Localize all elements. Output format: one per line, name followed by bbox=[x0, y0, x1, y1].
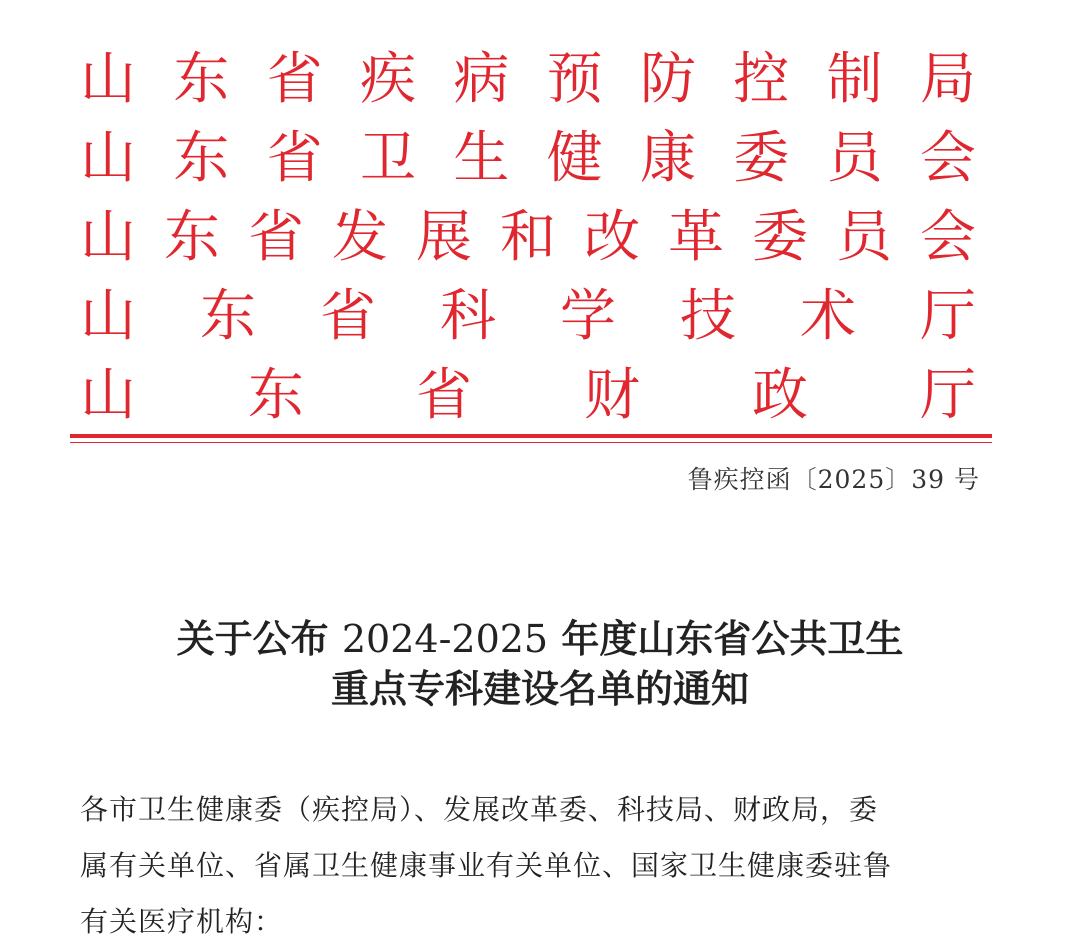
org-char: 东 bbox=[200, 284, 256, 349]
org-char: 技 bbox=[680, 284, 736, 349]
org-char: 学 bbox=[560, 284, 616, 349]
org-char: 厅 bbox=[920, 284, 976, 349]
org-line-4 bbox=[78, 277, 978, 356]
org-char: 省 bbox=[248, 205, 304, 270]
issuing-organizations bbox=[78, 40, 978, 435]
org-char: 健 bbox=[546, 126, 603, 191]
org-char: 东 bbox=[164, 205, 220, 270]
org-char: 病 bbox=[453, 47, 510, 112]
org-char: 防 bbox=[639, 47, 696, 112]
org-line-1 bbox=[78, 40, 978, 119]
document-number: 鲁疾控函〔2025〕39 号 bbox=[687, 465, 980, 494]
org-char: 预 bbox=[546, 47, 603, 112]
org-char: 东 bbox=[173, 47, 230, 112]
org-char: 委 bbox=[733, 126, 790, 191]
title-line-1-years: 2024-2025 bbox=[341, 617, 549, 661]
org-char: 科 bbox=[440, 284, 496, 349]
org-char: 改 bbox=[584, 205, 640, 270]
addressee-line-1: 各市卫生健康委（疾控局）、发展改革委、科技局、财政局，委 bbox=[80, 793, 879, 826]
org-char: 政 bbox=[752, 363, 808, 428]
org-char: 康 bbox=[639, 126, 696, 191]
org-char: 会 bbox=[920, 205, 976, 270]
title-line-2: 重点专科建设名单的通知 bbox=[330, 667, 749, 711]
title-line-1-suffix: 年度山东省公共卫生 bbox=[561, 617, 904, 661]
org-char: 会 bbox=[919, 126, 976, 191]
org-char: 省 bbox=[416, 363, 472, 428]
org-line-2 bbox=[78, 119, 978, 198]
org-char: 东 bbox=[173, 126, 230, 191]
org-char: 和 bbox=[500, 205, 556, 270]
org-char: 东 bbox=[248, 363, 304, 428]
header-red-rule-thin bbox=[70, 442, 992, 443]
org-char: 制 bbox=[826, 47, 883, 112]
org-line-3 bbox=[78, 198, 978, 277]
header-red-rule-thick bbox=[70, 434, 992, 438]
addressee-line-2: 属有关单位、省属卫生健康事业有关单位、国家卫生健康委驻鲁 bbox=[80, 849, 893, 882]
org-char: 革 bbox=[668, 205, 724, 270]
org-char: 财 bbox=[584, 363, 640, 428]
org-char: 控 bbox=[733, 47, 790, 112]
title-line-1-prefix: 关于公布 bbox=[176, 617, 329, 661]
org-char: 展 bbox=[416, 205, 472, 270]
org-char: 山 bbox=[80, 284, 136, 349]
title-line-1 bbox=[0, 614, 1080, 664]
org-char: 省 bbox=[266, 47, 323, 112]
document-title bbox=[0, 614, 1080, 714]
org-char: 山 bbox=[80, 47, 136, 112]
org-char: 疾 bbox=[359, 47, 416, 112]
org-char: 委 bbox=[752, 205, 808, 270]
org-char: 山 bbox=[80, 126, 136, 191]
org-char: 发 bbox=[332, 205, 388, 270]
org-char: 局 bbox=[919, 47, 976, 112]
org-char: 员 bbox=[826, 126, 883, 191]
org-char: 省 bbox=[266, 126, 323, 191]
org-char: 厅 bbox=[920, 363, 976, 428]
org-line-5 bbox=[78, 356, 978, 435]
org-char: 术 bbox=[800, 284, 856, 349]
org-char: 生 bbox=[453, 126, 510, 191]
org-char: 员 bbox=[836, 205, 892, 270]
org-char: 卫 bbox=[359, 126, 416, 191]
addressee-paragraph bbox=[80, 782, 1000, 939]
org-char: 山 bbox=[80, 363, 136, 428]
org-char: 山 bbox=[80, 205, 136, 270]
org-char: 省 bbox=[320, 284, 376, 349]
addressee-line-3: 有关医疗机构： bbox=[80, 905, 284, 938]
